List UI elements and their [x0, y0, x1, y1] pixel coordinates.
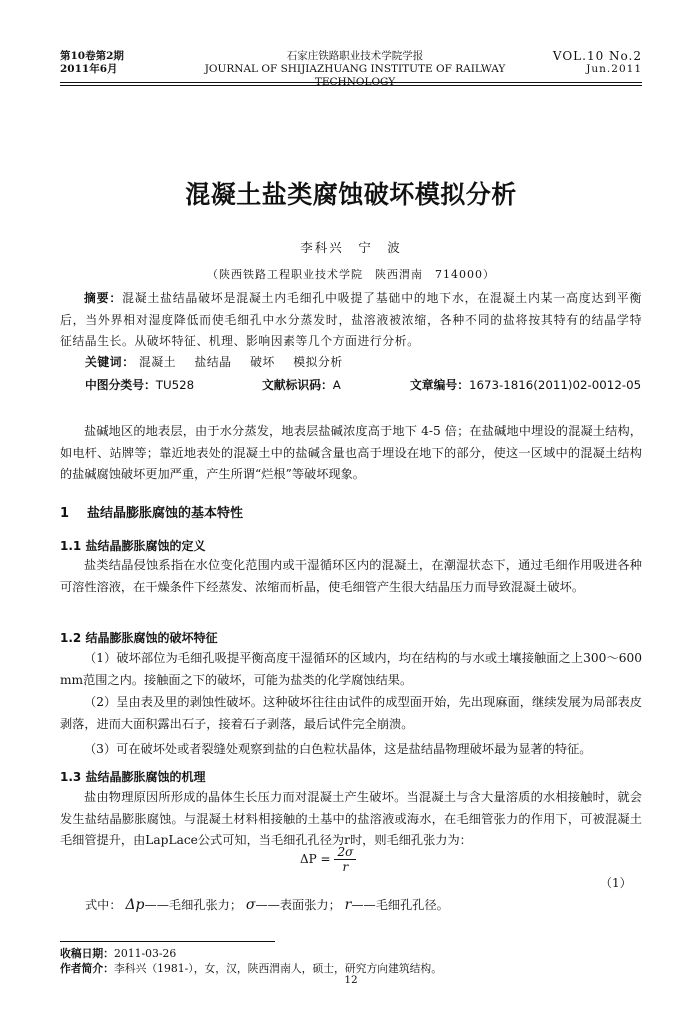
formula-lhs: ΔP = — [300, 852, 331, 866]
subsection-1-2-heading — [60, 629, 217, 646]
clc-value: TU528 — [155, 378, 195, 392]
doc-code — [262, 376, 341, 393]
author-bio-value: 李科兴（1981-），女，汉，陕西渭南人，硕士，研究方向建筑结构。 — [113, 962, 443, 975]
received-label: 收稿日期： — [60, 947, 114, 960]
symbol-r: r — [344, 897, 352, 913]
formula-fraction — [334, 845, 356, 874]
issue-cn: 第10卷第2期 — [60, 50, 124, 62]
keywords-label: 关键词： — [85, 355, 135, 369]
section-1-title: 盐结晶膨胀腐蚀的基本特性 — [87, 506, 244, 521]
subsection-1-2-number: 1.2 — [60, 631, 82, 645]
legend-label: 式中： — [85, 898, 122, 912]
symbol-delta-p: Δp — [125, 897, 145, 913]
intro-paragraph: 盐碱地区的地表层，由于水分蒸发，地表层盐碱浓度高于地下 4-5 倍；在盐碱地中埋设的混凝土结构，如电杆、站牌等；靠近地表处的混凝土中的盐碱含量也高于埋设在地下的部分，使这一区域中的混凝土结构的盐碱腐蚀破坏更加严重，产生所谓“烂根”等破坏现象。 — [60, 424, 642, 481]
subsection-1-2-title: 结晶膨胀腐蚀的破坏特征 — [85, 631, 218, 645]
keyword-item: 盐结晶 — [194, 355, 232, 369]
subsection-1-1-heading — [60, 537, 205, 554]
date-en: Jun.2011 — [586, 63, 642, 75]
keyword-item: 混凝土 — [138, 355, 177, 369]
formula-legend — [85, 896, 449, 913]
formula-numerator: 2σ — [334, 845, 356, 860]
formula-denominator: r — [342, 860, 349, 874]
abstract — [60, 288, 642, 353]
article-label: 文章编号： — [410, 378, 469, 392]
subsection-1-1-text: 盐类结晶侵蚀系指在水位变化范围内或干湿循环区内的混凝土，在潮湿状态下，通过毛细作用吸进各种可溶性溶液，在干燥条件下经蒸发、浓缩而析晶，使毛细管产生很大结晶压力而导致混凝土破坏。 — [60, 558, 642, 594]
doc-value: A — [332, 378, 341, 392]
clc-number — [85, 376, 194, 393]
damage-feature-2: （2）呈由表及里的剥蚀性破坏。这种破坏往往由试件的成型面开始，先出现麻面，继续发展为局部表皮剥落，进而大面积露出石子，接着石子剥落，最后试件完全崩溃。 — [60, 695, 642, 731]
section-1-heading — [60, 502, 243, 521]
clc-label: 中图分类号： — [85, 378, 156, 392]
paper-authors: 李科兴 宁 波 — [300, 240, 402, 255]
paper-affiliation: （陕西铁路工程职业技术学院 陕西渭南 714000） — [207, 268, 495, 281]
subsection-1-3-heading — [60, 768, 205, 785]
paper-title: 混凝土盐类腐蚀破坏模拟分析 — [185, 180, 517, 209]
footnote-rule — [60, 941, 275, 942]
laplace-formula — [300, 845, 420, 874]
subsection-1-1-title: 盐结晶膨胀腐蚀的定义 — [85, 539, 206, 553]
author-bio-label: 作者简介： — [60, 962, 114, 975]
journal-name-en: JOURNAL OF SHIJIAZHUANG INSTITUTE OF RAILWAY TECHNOLOGY — [204, 63, 506, 88]
keyword-item: 模拟分析 — [293, 355, 343, 369]
symbol-sigma: σ — [245, 897, 256, 913]
header-journal — [170, 50, 540, 89]
journal-name-cn: 石家庄铁路职业技术学院学报 — [286, 50, 424, 62]
subsection-1-3-title: 盐结晶膨胀腐蚀的机理 — [85, 770, 206, 784]
subsection-1-3-text: 盐由物理原因所形成的晶体生长压力而对混凝土产生破坏。当混凝土与含大量溶质的水相接触时，就会发生盐结晶膨胀腐蚀。与混凝土材料相接触的土基中的盐溶液或海水，在毛细管张力的作用下，可被混凝土毛细管提升，由LapLace公式可知，当毛细孔孔径为r时，则毛细孔张力为： — [60, 790, 642, 847]
date-cn: 2011年6月 — [60, 63, 118, 75]
damage-feature-1: （1）破坏部位为毛细孔吸提平衡高度干湿循环的区域内，均在结构的与水或土壤接触面之上300～600 mm范围之内。接触面之下的破坏，可能为盐类的化学腐蚀结果。 — [60, 651, 642, 687]
volume-en: VOL.10 No.2 — [552, 49, 642, 63]
desc-r: ——毛细孔孔径。 — [351, 898, 449, 912]
doc-label: 文献标识码： — [262, 378, 333, 392]
footnote-received — [60, 946, 176, 961]
abstract-text: 混凝土盐结晶破坏是混凝土内毛细孔中吸提了基础中的地下水，在混凝土内某一高度达到平衡后，当外界相对湿度降低而使毛细孔中水分蒸发时，盐溶液被浓缩，各种不同的盐将按其特有的结晶学特征结晶生长。从破坏特征、机理、影响因素等几个方面进行分析。 — [60, 291, 642, 348]
desc-sigma: ——表面张力； — [255, 898, 341, 912]
header-rule-thick — [60, 82, 642, 83]
subsection-1-3-number: 1.3 — [60, 770, 82, 784]
keywords — [85, 353, 645, 370]
equation-number: （1） — [600, 876, 632, 890]
article-number — [410, 376, 641, 393]
desc-delta-p: ——毛细孔张力； — [144, 898, 243, 912]
header-issue — [60, 50, 170, 76]
header-rule-thin — [60, 85, 642, 86]
received-value: 2011-03-26 — [113, 947, 177, 960]
page-number: 12 — [344, 974, 358, 986]
abstract-label: 摘要： — [84, 291, 123, 305]
keyword-item: 破坏 — [250, 355, 275, 369]
header-volume — [520, 50, 642, 76]
section-1-number: 1 — [60, 506, 70, 521]
damage-feature-3: （3）可在破坏处或者裂缝处观察到盐的白色粒状晶体，这是盐结晶物理破坏最为显著的特征。 — [84, 742, 592, 756]
subsection-1-1-number: 1.1 — [60, 539, 82, 553]
article-value: 1673-1816(2011)02-0012-05 — [469, 378, 642, 392]
